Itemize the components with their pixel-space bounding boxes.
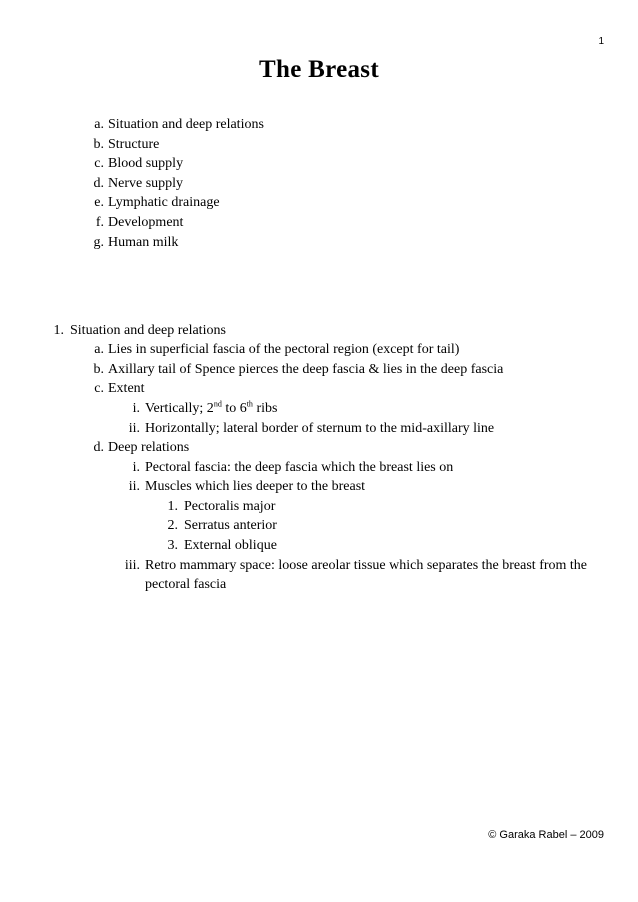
list-item-text: Deep relations	[108, 440, 190, 455]
list-marker: e.	[94, 195, 104, 210]
list-item-text: Situation and deep relations	[108, 117, 264, 132]
list-marker: ii.	[128, 479, 140, 494]
section-heading-text: Situation and deep relations	[70, 323, 226, 338]
list-item-text: Pectoralis major	[184, 499, 276, 514]
list-marker: g.	[93, 235, 104, 250]
list-marker: d.	[93, 440, 104, 455]
list-marker: i.	[132, 401, 140, 416]
superscript: th	[246, 399, 253, 409]
list-item-text: Nerve supply	[108, 176, 184, 191]
list-item-text: External oblique	[184, 538, 277, 553]
list-item-text: Blood supply	[108, 156, 184, 171]
list-item-text: Vertically; 2nd to 6th ribs	[145, 399, 278, 416]
list-item-text: Extent	[108, 381, 145, 396]
list-item-text: Development	[108, 215, 184, 230]
list-item-text: Muscles which lies deeper to the breast	[145, 479, 366, 494]
list-marker: 3.	[167, 538, 178, 553]
list-item-text: Lies in superficial fascia of the pectoral region (except for tail)	[108, 342, 460, 357]
page-title: The Breast	[259, 56, 379, 83]
list-marker: 2.	[167, 518, 178, 533]
list-item-text: Lymphatic drainage	[108, 195, 220, 210]
list-marker: a.	[94, 342, 104, 357]
list-item-text: Pectoral fascia: the deep fascia which the breast lies on	[145, 460, 454, 475]
section-marker: 1.	[53, 323, 64, 338]
page-number: 1	[598, 36, 604, 47]
list-item-text: Retro mammary space: loose areolar tissue which separates the breast from the	[145, 558, 588, 573]
list-marker: d.	[93, 176, 104, 191]
footer-copyright: © Garaka Rabel – 2009	[488, 829, 604, 841]
list-item-text: Structure	[108, 137, 160, 152]
list-marker: f.	[95, 215, 104, 230]
list-marker: iii.	[124, 558, 140, 573]
list-marker: a.	[94, 117, 104, 132]
superscript: nd	[213, 399, 222, 409]
list-item-text: Axillary tail of Spence pierces the deep fascia & lies in the deep fascia	[108, 362, 504, 377]
list-marker: ii.	[128, 421, 140, 436]
list-marker: 1.	[167, 499, 178, 514]
list-item-text: Human milk	[108, 235, 179, 250]
list-item-text: pectoral fascia	[145, 577, 227, 592]
list-marker: c.	[94, 381, 104, 396]
list-marker: i.	[132, 460, 140, 475]
list-marker: b.	[93, 137, 104, 152]
list-marker: b.	[93, 362, 104, 377]
list-item-text: Horizontally; lateral border of sternum to the mid-axillary line	[145, 421, 495, 436]
list-marker: c.	[94, 156, 104, 171]
list-item-text: Serratus anterior	[184, 518, 277, 533]
